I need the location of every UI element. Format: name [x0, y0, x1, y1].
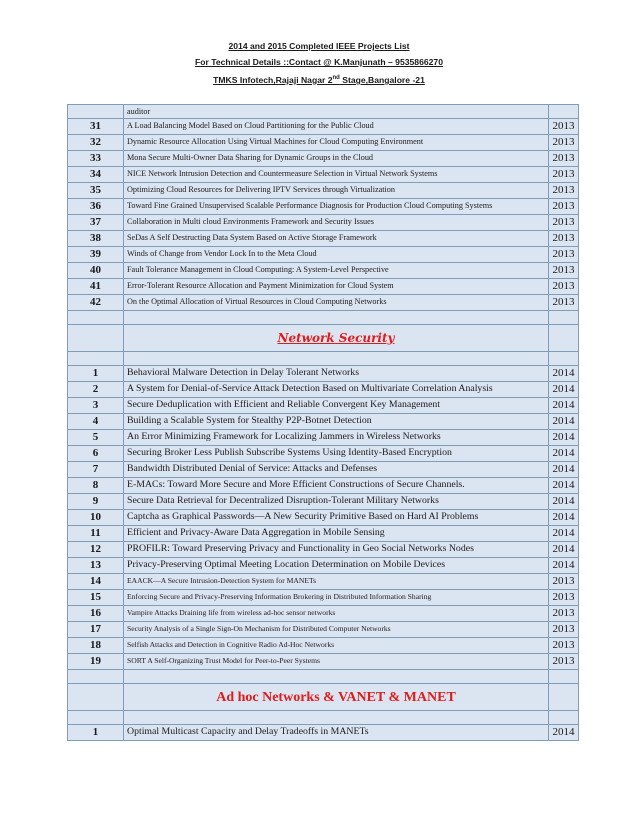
project-year: 2013	[549, 231, 579, 247]
project-year: 2014	[549, 398, 579, 414]
continued-title: auditor	[124, 105, 549, 119]
project-number: 5	[68, 430, 124, 446]
project-number: 19	[68, 654, 124, 670]
header-contact: For Technical Details ::Contact @ K.Manjunath – 9535866270	[195, 57, 443, 67]
project-number: 37	[68, 215, 124, 231]
table-row	[68, 119, 579, 135]
project-year: 2013	[549, 135, 579, 151]
project-title: An Error Minimizing Framework for Localizing Jammers in Wireless Networks	[124, 430, 549, 446]
project-title: Dynamic Resource Allocation Using Virtual Machines for Cloud Computing Environment	[124, 135, 549, 151]
page-header	[0, 38, 638, 88]
project-number: 1	[68, 725, 124, 741]
table-row	[68, 494, 579, 510]
project-number: 31	[68, 119, 124, 135]
projects-table	[67, 104, 579, 741]
table-row	[68, 279, 579, 295]
project-number: 1	[68, 366, 124, 382]
table-row	[68, 430, 579, 446]
table-row	[68, 462, 579, 478]
project-title: PROFILR: Toward Preserving Privacy and Functionality in Geo Social Networks Nodes	[124, 542, 549, 558]
project-title: Building a Scalable System for Stealthy P2P-Botnet Detection	[124, 414, 549, 430]
project-number: 33	[68, 151, 124, 167]
project-year: 2013	[549, 151, 579, 167]
table-row	[68, 558, 579, 574]
project-number: 40	[68, 263, 124, 279]
section-adhoc: Ad hoc Networks & VANET & MANET	[216, 690, 456, 705]
project-title: Error-Tolerant Resource Allocation and Payment Minimization for Cloud System	[124, 279, 549, 295]
project-year: 2014	[549, 430, 579, 446]
header-address: TMKS Infotech,Rajaji Nagar 2nd Stage,Bangalore -21	[213, 74, 425, 85]
project-number: 17	[68, 622, 124, 638]
project-title: Securing Broker Less Publish Subscribe Systems Using Identity-Based Encryption	[124, 446, 549, 462]
project-number: 18	[68, 638, 124, 654]
project-number: 3	[68, 398, 124, 414]
table-row	[68, 135, 579, 151]
table-row	[68, 606, 579, 622]
project-title: Optimal Multicast Capacity and Delay Tradeoffs in MANETs	[124, 725, 549, 741]
project-title: SeDas A Self Destructing Data System Based on Active Storage Framework	[124, 231, 549, 247]
project-year: 2014	[549, 510, 579, 526]
project-number: 9	[68, 494, 124, 510]
project-title: E-MACs: Toward More Secure and More Efficient Constructions of Secure Channels.	[124, 478, 549, 494]
project-year: 2013	[549, 574, 579, 590]
table-row	[68, 590, 579, 606]
table-row	[68, 510, 579, 526]
section-row	[68, 684, 579, 711]
table-row	[68, 183, 579, 199]
project-title: Captcha as Graphical Passwords—A New Security Primitive Based on Hard AI Problems	[124, 510, 549, 526]
project-title: Collaboration in Multi cloud Environments Framework and Security Issues	[124, 215, 549, 231]
project-title: Secure Data Retrieval for Decentralized Disruption-Tolerant Military Networks	[124, 494, 549, 510]
table-row	[68, 725, 579, 741]
project-title: NICE Network Intrusion Detection and Countermeasure Selection in Virtual Network Systems	[124, 167, 549, 183]
spacer-row	[68, 711, 579, 725]
project-title: Secure Deduplication with Efficient and Reliable Convergent Key Management	[124, 398, 549, 414]
table-row	[68, 382, 579, 398]
project-title: Bandwidth Distributed Denial of Service: Attacks and Defenses	[124, 462, 549, 478]
adhoc-section	[68, 725, 579, 741]
project-year: 2014	[549, 462, 579, 478]
project-year: 2013	[549, 247, 579, 263]
header-title: 2014 and 2015 Completed IEEE Projects List	[228, 41, 410, 51]
project-number: 34	[68, 167, 124, 183]
project-year: 2013	[549, 199, 579, 215]
project-year: 2014	[549, 542, 579, 558]
project-number: 2	[68, 382, 124, 398]
project-year: 2013	[549, 654, 579, 670]
spacer-row	[68, 311, 579, 325]
project-year: 2013	[549, 167, 579, 183]
project-title: Optimizing Cloud Resources for Delivering IPTV Services through Virtualization	[124, 183, 549, 199]
section-network-security: Network Security	[277, 331, 395, 345]
project-title: Security Analysis of a Single Sign-On Mechanism for Distributed Computer Networks	[124, 622, 549, 638]
project-number: 42	[68, 295, 124, 311]
table-row	[68, 263, 579, 279]
project-year: 2013	[549, 183, 579, 199]
project-year: 2013	[549, 622, 579, 638]
table-row	[68, 215, 579, 231]
project-year: 2013	[549, 638, 579, 654]
table-row	[68, 622, 579, 638]
table-row	[68, 574, 579, 590]
project-year: 2014	[549, 414, 579, 430]
project-year: 2014	[549, 725, 579, 741]
project-number: 14	[68, 574, 124, 590]
table-row	[68, 247, 579, 263]
table-row	[68, 167, 579, 183]
cloud-section	[68, 119, 579, 311]
table-row	[68, 398, 579, 414]
project-year: 2013	[549, 606, 579, 622]
project-number: 36	[68, 199, 124, 215]
table-row	[68, 199, 579, 215]
table-row	[68, 151, 579, 167]
project-year: 2014	[549, 526, 579, 542]
spacer-row	[68, 670, 579, 684]
project-title: A Load Balancing Model Based on Cloud Partitioning for the Public Cloud	[124, 119, 549, 135]
project-number: 10	[68, 510, 124, 526]
section-row	[68, 325, 579, 352]
project-title: Toward Fine Grained Unsupervised Scalable Performance Diagnosis for Production Cloud Computing Systems	[124, 199, 549, 215]
project-title: Behavioral Malware Detection in Delay Tolerant Networks	[124, 366, 549, 382]
project-number: 38	[68, 231, 124, 247]
project-title: On the Optimal Allocation of Virtual Resources in Cloud Computing Networks	[124, 295, 549, 311]
table-row	[68, 542, 579, 558]
table-row	[68, 105, 579, 119]
project-year: 2013	[549, 215, 579, 231]
project-title: SORT A Self-Organizing Trust Model for Peer-to-Peer Systems	[124, 654, 549, 670]
project-year: 2014	[549, 382, 579, 398]
project-title: Vampire Attacks Draining life from wireless ad-hoc sensor networks	[124, 606, 549, 622]
project-number: 4	[68, 414, 124, 430]
table-row	[68, 366, 579, 382]
table-row	[68, 478, 579, 494]
project-year: 2014	[549, 446, 579, 462]
project-year: 2013	[549, 295, 579, 311]
project-year: 2013	[549, 590, 579, 606]
table-row	[68, 414, 579, 430]
project-number: 41	[68, 279, 124, 295]
project-year: 2014	[549, 558, 579, 574]
project-number: 12	[68, 542, 124, 558]
table-row	[68, 231, 579, 247]
project-year: 2014	[549, 366, 579, 382]
project-title: A System for Denial-of-Service Attack Detection Based on Multivariate Correlation Analysis	[124, 382, 549, 398]
project-number: 15	[68, 590, 124, 606]
table-row	[68, 295, 579, 311]
project-number: 35	[68, 183, 124, 199]
project-number: 13	[68, 558, 124, 574]
project-number: 16	[68, 606, 124, 622]
project-title: Winds of Change from Vendor Lock In to the Meta Cloud	[124, 247, 549, 263]
table-row	[68, 526, 579, 542]
project-title: EAACK—A Secure Intrusion-Detection System for MANETs	[124, 574, 549, 590]
project-title: Efficient and Privacy-Aware Data Aggregation in Mobile Sensing	[124, 526, 549, 542]
project-number: 6	[68, 446, 124, 462]
network-section	[68, 366, 579, 670]
table-row	[68, 654, 579, 670]
project-title: Fault Tolerance Management in Cloud Computing: A System-Level Perspective	[124, 263, 549, 279]
project-year: 2014	[549, 494, 579, 510]
project-number: 8	[68, 478, 124, 494]
project-year: 2013	[549, 263, 579, 279]
table-row	[68, 446, 579, 462]
project-title: Privacy-Preserving Optimal Meeting Location Determination on Mobile Devices	[124, 558, 549, 574]
project-number: 32	[68, 135, 124, 151]
project-year: 2013	[549, 119, 579, 135]
project-year: 2013	[549, 279, 579, 295]
spacer-row	[68, 352, 579, 366]
project-number: 7	[68, 462, 124, 478]
project-year: 2014	[549, 478, 579, 494]
project-title: Mona Secure Multi-Owner Data Sharing for Dynamic Groups in the Cloud	[124, 151, 549, 167]
project-number: 11	[68, 526, 124, 542]
project-number: 39	[68, 247, 124, 263]
project-title: Selfish Attacks and Detection in Cognitive Radio Ad-Hoc Networks	[124, 638, 549, 654]
project-title: Enforcing Secure and Privacy-Preserving Information Brokering in Distributed Information Sharing	[124, 590, 549, 606]
table-row	[68, 638, 579, 654]
